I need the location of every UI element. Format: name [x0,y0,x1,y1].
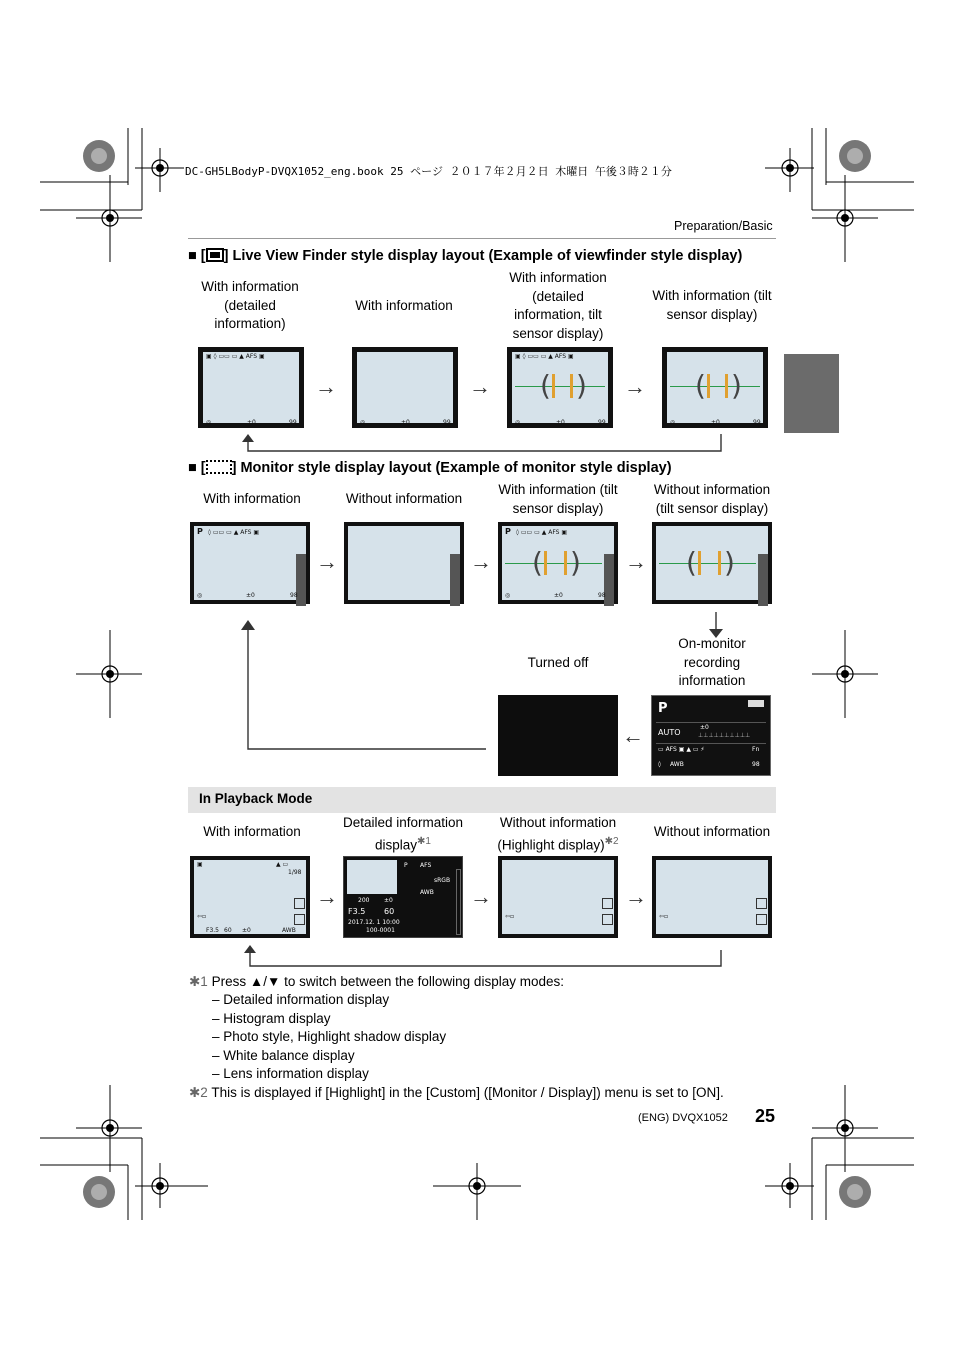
chapter-tab [784,354,839,433]
arrow-right-icon: → [470,549,492,574]
arrow-right-icon: → [470,884,492,909]
monitor-label-2: Without information [345,491,463,506]
playback-screen-info: ▣ ▲ ▭ 1/98 ⇦▫ F3.5 60 ±0 AWB [190,856,310,938]
doc-code: (ENG) DVQX1052 [638,1112,728,1124]
note-2: ✱2 This is displayed if [Highlight] in the [Custom] ([Monitor / Display]) menu is set to [ON]. [189,1085,724,1100]
lvf-label-3: With information (detailed information, tilt sensor display) [509,270,607,341]
lvf-label-2: With information [355,298,453,313]
lvf-screen-tilt: ( ) ◎ ±0 99 [662,347,768,428]
monitor-screen-noinfo [344,522,464,604]
return-arrow-icon [238,618,492,754]
playback-label-2: Detailed information display$^{✱1}$ [342,815,464,852]
monitor-screen-tilt-info: P ◊ ▭▭ ▭ ▲ AFS ▣ ( ) ◎ ±0 98 [498,522,618,604]
on-monitor-label: On-monitor recording information [678,636,746,688]
lvf-heading: ■ [ ] Live View Finder style display layout (Example of viewfinder style display) [188,248,743,264]
arrow-right-icon: → [316,549,338,574]
arrow-right-icon: → [625,884,647,909]
note-item: – Lens information display [212,1066,369,1081]
screen-on-monitor-recording: P AUTO ±0 ⊥⊥⊥⊥⊥⊥⊥⊥⊥⊥ ▭ AFS ▣ ▲ ▭ ⚡ Fn ◊ AWB 98 [651,695,771,776]
loop-back-arrow-icon [240,434,730,454]
monitor-label-3: With information (tilt sensor display) [498,482,618,516]
monitor-icon [206,460,232,474]
lvf-icon [206,248,224,262]
playback-bar [188,787,776,813]
page-number: 25 [755,1106,776,1126]
arrow-left-icon: ← [622,723,644,748]
note-1: ✱1 Press ▲/▼ to switch between the following display modes: [189,974,564,989]
header-divider [188,238,776,239]
monitor-screen-tilt: ( ) [652,522,772,604]
note-item: – Photo style, Highlight shadow display [212,1029,447,1044]
arrow-right-icon: → [624,374,646,399]
playback-label-3: Without information (Highlight display)$^{✱2}$ [497,815,619,852]
arrow-right-icon: → [469,374,491,399]
note-item: – Detailed information display [212,992,390,1007]
lvf-screen-info: ◎ ±0 99 [352,347,458,428]
playback-loop-arrow-icon [242,943,730,969]
monitor-label-4: Without information (tilt sensor display) [653,482,771,516]
note-item: – White balance display [212,1047,355,1063]
playback-screen-detailed: P AFS sRGB AWB 200 ±0 F3.5 60 2017.12. 1 10:00 100-0001 [343,856,463,938]
print-header: DC-GH5LBodyP-DVQX1052_eng.book 25 ページ ２０１７年２月２日 木曜日 午後３時２１分 [185,165,672,178]
note-item: – Histogram display [212,1010,331,1026]
screen-turned-off [498,695,618,776]
playback-screen-noinfo: ⇦▫ [652,856,772,938]
playback-title: In Playback Mode [199,791,313,806]
monitor-label-1: With information [203,491,301,506]
playback-screen-highlight: ⇦▫ [498,856,618,938]
lvf-screen-tilt-detailed: ▣ ◊ ▭▭ ▭ ▲ AFS ▣ ( ) ◎ ±0 99 [507,347,613,428]
playback-label-1: With information [203,824,301,839]
monitor-screen-info: P ◊ ▭▭ ▭ ▲ AFS ▣ ◎ ±0 98 [190,522,310,604]
monitor-heading: ■ [ ] Monitor style display layout (Example of monitor style display) [188,460,672,476]
arrow-right-icon: → [625,549,647,574]
arrow-right-icon: → [315,374,337,399]
lvf-screen-detailed: ▣ ◊ ▭▭ ▭ ▲ AFS ▣ ◎ ±0 99 [198,347,304,428]
section-label: Preparation/Basic [674,219,773,233]
lvf-label-4: With information (tilt sensor display) [652,288,772,322]
turned-off-label: Turned off [527,655,589,670]
note-list [212,991,446,1084]
arrow-right-icon: → [316,884,338,909]
playback-label-4: Without information [653,824,771,839]
lvf-label-1: With information (detailed information) [201,279,299,331]
